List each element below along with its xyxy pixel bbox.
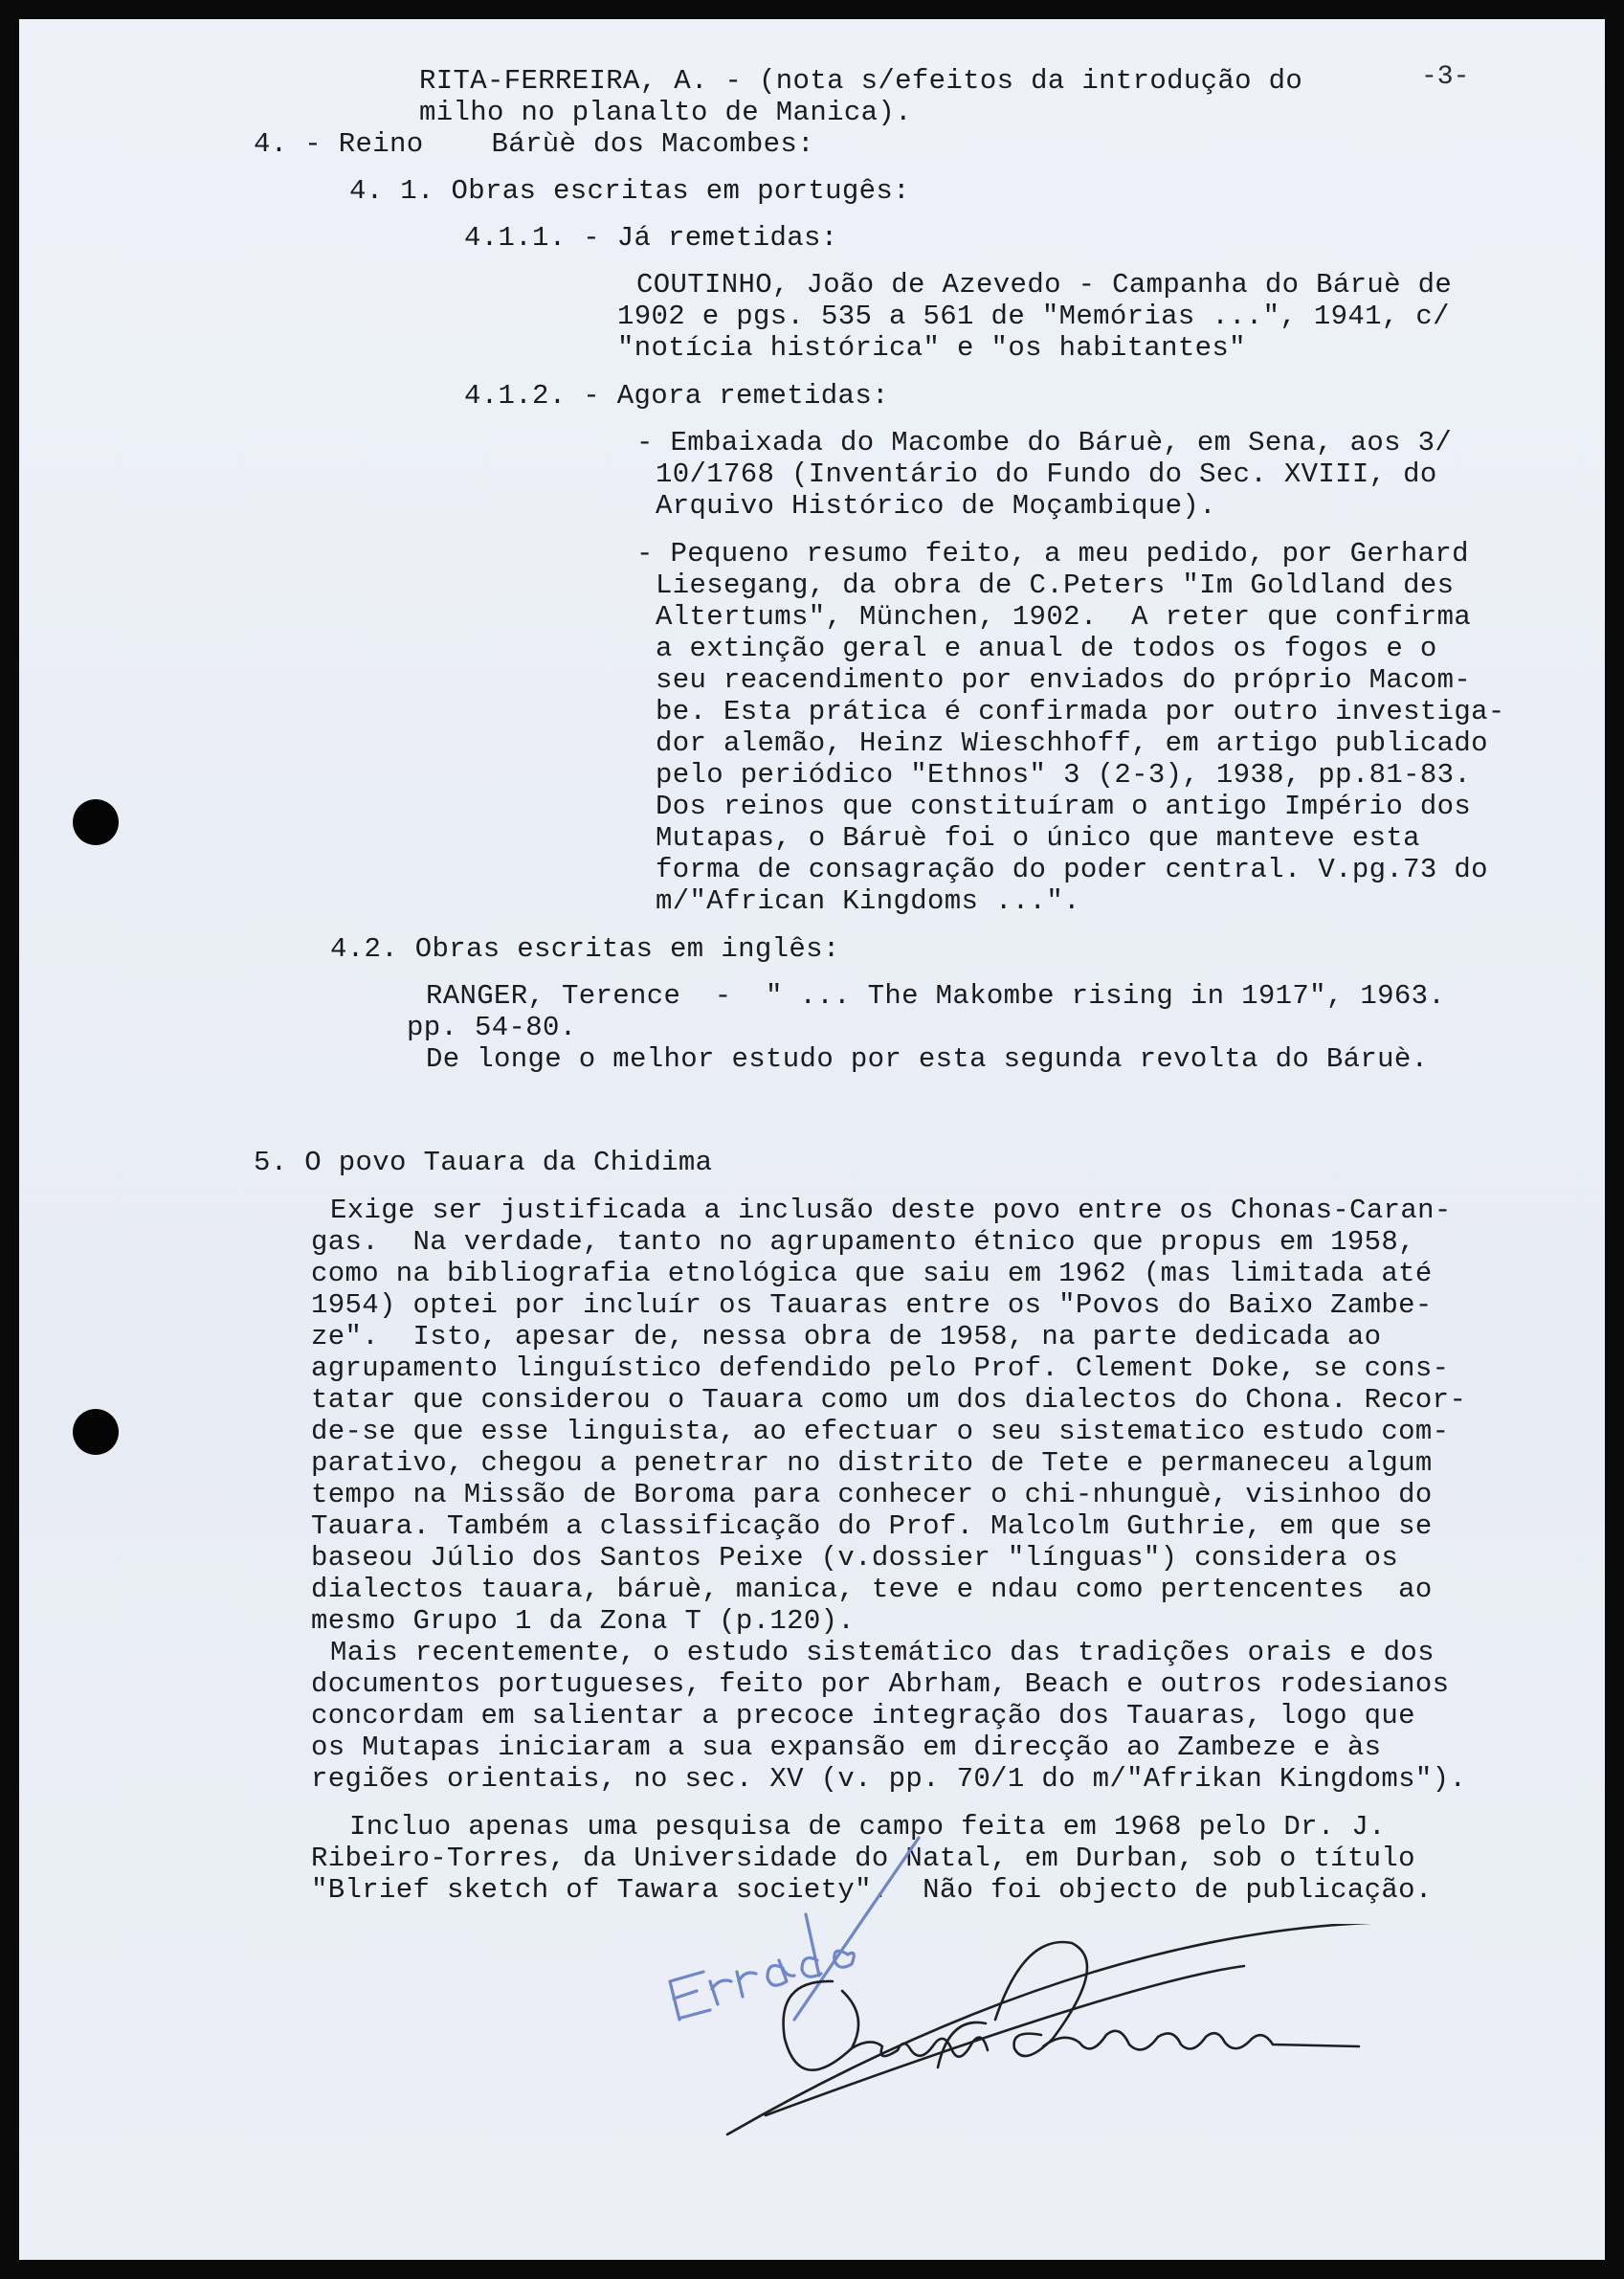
header-line: RITA-FERREIRA, A. - (nota s/efeitos da introdução do [419,65,1303,97]
reference-line: - Embaixada do Macombe do Báruè, em Sena, aos 3/ [636,427,1453,458]
paragraph-line: tempo na Missão de Boroma para conhecer o chi-nhunguè, visinhoo do [311,1479,1433,1510]
reference-line: 10/1768 (Inventário do Fundo do Sec. XVIII, do [656,458,1437,490]
reference-line: RANGER, Terence - " ... The Makombe rising in 1917", 1963. [426,980,1446,1012]
reference-line: "notícia histórica" e "os habitantes" [617,332,1246,364]
section-heading: 4. - Reino Bárùè dos Macombes: [254,128,814,160]
subsection-heading: 4.1.2. - Agora remetidas: [464,380,889,412]
signature [708,1924,1474,2192]
reference-line: 1902 e pgs. 535 a 561 de "Memórias ...", 1941, c/ [617,301,1450,332]
paragraph-line: baseou Júlio dos Santos Peixe (v.dossier "línguas") considera os [311,1542,1399,1574]
paragraph-line: mesmo Grupo 1 da Zona T (p.120). [311,1605,856,1637]
header-line: milho no planalto de Manica). [419,97,912,128]
paragraph-line: regiões orientais, no sec. XV (v. pp. 70/1 do m/"Afrikan Kingdoms"). [311,1763,1467,1795]
reference-line: Dos reinos que constituíram o antigo Império dos [656,791,1472,822]
paragraph-line: agrupamento linguístico defendido pelo Prof. Clement Doke, se cons- [311,1352,1450,1384]
reference-line: Mutapas, o Báruè foi o único que manteve esta [656,822,1420,854]
paragraph-line: Mais recentemente, o estudo sistemático das tradições orais e dos [330,1637,1435,1668]
reference-line: be. Esta prática é confirmada por outro investiga- [656,696,1505,727]
paragraph-line: como na bibliografia etnológica que saiu em 1962 (mas limitada até [311,1258,1433,1289]
paragraph-line: gas. Na verdade, tanto no agrupamento étnico que propus em 1958, [311,1226,1415,1258]
subsection-heading: 4. 1. Obras escritas em portugês: [349,175,910,207]
punch-hole-bottom [73,1409,119,1455]
reference-line: forma de consagração do poder central. V.pg.73 do [656,854,1488,885]
page-number: -3- [1421,62,1470,92]
paragraph-line: Tauara. Também a classificação do Prof. Malcolm Guthrie, em que se [311,1510,1433,1542]
section-heading: 5. O povo Tauara da Chidima [254,1147,713,1178]
paragraph-line: concordam em salientar a precoce integração dos Tauaras, logo que [311,1700,1415,1732]
reference-line: dor alemão, Heinz Wieschhoff, em artigo publicado [656,727,1488,759]
paragraph-line: Incluo apenas uma pesquisa de campo feita em 1968 pelo Dr. J. [349,1811,1386,1843]
reference-line: COUTINHO, João de Azevedo - Campanha do Báruè de [636,269,1453,301]
reference-line: pelo periódico "Ethnos" 3 (2-3), 1938, pp.81-83. [656,759,1472,791]
punch-hole-top [73,799,119,845]
reference-line: m/"African Kingdoms ...". [656,885,1080,917]
paragraph-line: dialectos tauara, báruè, manica, teve e ndau como pertencentes ao [311,1574,1433,1605]
paragraph-line: parativo, chegou a penetrar no distrito de Tete e permaneceu algum [311,1447,1433,1479]
reference-line: seu reacendimento por enviados do próprio Macom- [656,664,1472,696]
reference-line: Arquivo Histórico de Moçambique). [656,490,1216,522]
paragraph-line: Ribeiro-Torres, da Universidade do Natal, em Durban, sob o título [311,1843,1415,1874]
reference-line: pp. 54-80. [407,1012,577,1043]
subsection-heading: 4.1.1. - Já remetidas: [464,222,838,254]
reference-line: De longe o melhor estudo por esta segunda revolta do Báruè. [426,1043,1429,1075]
paragraph-line: "Blrief sketch of Tawara society". Não foi objecto de publicação. [311,1874,1433,1906]
subsection-heading: 4.2. Obras escritas em inglês: [330,933,840,965]
paragraph-line: documentos portugueses, feito por Abrham, Beach e outros rodesianos [311,1668,1450,1700]
paragraph-line: 1954) optei por incluír os Tauaras entre os "Povos do Baixo Zambe- [311,1289,1433,1321]
paragraph-line: os Mutapas iniciaram a sua expansão em direcção ao Zambeze e às [311,1732,1382,1763]
reference-line: Liesegang, da obra de C.Peters "Im Goldland des [656,570,1455,601]
paragraph-line: de-se que esse linguista, ao efectuar o seu sistematico estudo com- [311,1416,1450,1447]
document-page [19,19,1605,2260]
paragraph-line: ze". Isto, apesar de, nessa obra de 1958, na parte dedicada ao [311,1321,1382,1352]
reference-line: a extinção geral e anual de todos os fogos e o [656,633,1437,664]
reference-line: - Pequeno resumo feito, a meu pedido, por Gerhard [636,538,1469,570]
paragraph-line: tatar que considerou o Tauara como um dos dialectos do Chona. Recor- [311,1384,1467,1416]
reference-line: Altertums", München, 1902. A reter que confirma [656,601,1472,633]
paragraph-line: Exige ser justificada a inclusão deste povo entre os Chonas-Caran- [330,1195,1452,1226]
